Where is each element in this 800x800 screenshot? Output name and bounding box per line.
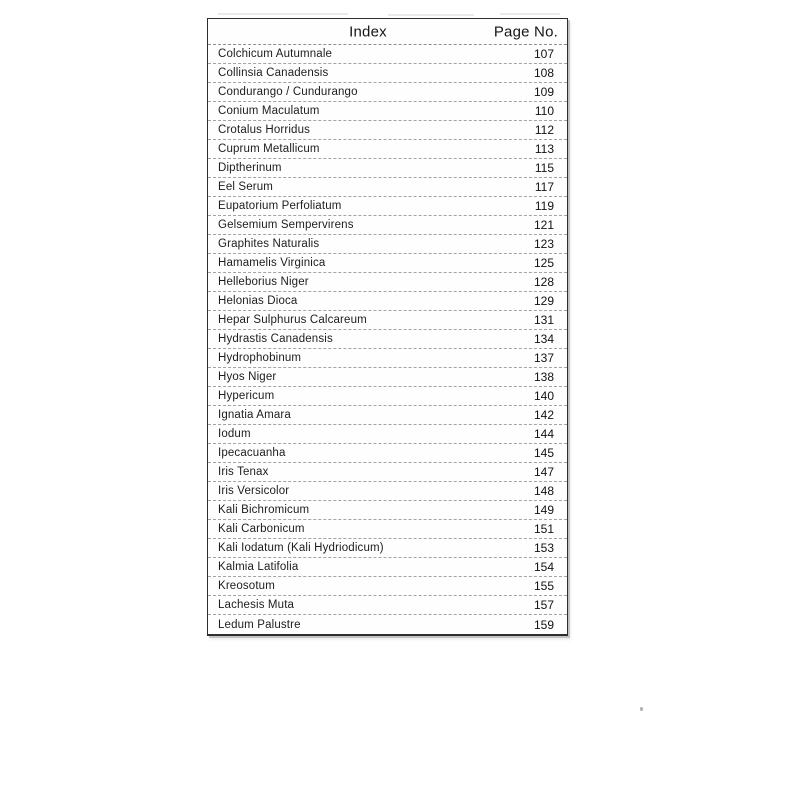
page-number: 159	[533, 617, 554, 632]
table-row	[208, 425, 567, 444]
index-column-header: Index	[349, 23, 387, 40]
page-number: 119	[534, 199, 554, 213]
remedy-name: Ipecacuanha	[218, 447, 286, 459]
remedy-name: Hamamelis Virginica	[218, 257, 326, 269]
page-number: 131	[533, 313, 554, 327]
table-row	[208, 102, 567, 121]
table-row	[208, 368, 567, 387]
table-row	[208, 140, 567, 159]
remedy-name: Ledum Palustre	[218, 618, 301, 631]
page-number: 140	[533, 389, 554, 403]
table-row	[208, 577, 567, 596]
remedy-name: Kali Iodatum (Kali Hydriodicum)	[218, 542, 384, 554]
table-row	[208, 64, 567, 83]
remedy-name: Condurango / Cundurango	[218, 86, 358, 98]
remedy-name: Kali Carbonicum	[218, 523, 305, 535]
table-row	[208, 482, 567, 501]
page-number: 129	[533, 294, 554, 308]
remedy-name: Ignatia Amara	[218, 409, 291, 421]
table-row	[208, 159, 567, 178]
remedy-name: Hydrastis Canadensis	[218, 333, 333, 345]
scan-noise-streak	[500, 13, 560, 15]
table-row	[208, 254, 567, 273]
table-row	[208, 596, 567, 615]
remedy-name: Kalmia Latifolia	[218, 561, 299, 573]
table-row	[208, 83, 567, 102]
page-number: 110	[534, 104, 554, 118]
index-table-body	[208, 45, 567, 634]
remedy-name: Crotalus Horridus	[218, 124, 311, 136]
page-number: 154	[533, 560, 554, 574]
remedy-name: Graphites Naturalis	[218, 238, 320, 250]
page-number: 125	[533, 256, 554, 270]
page-number: 128	[533, 275, 554, 289]
page-number: 151	[533, 522, 554, 536]
table-row	[208, 273, 567, 292]
table-row	[208, 558, 567, 577]
remedy-name: Hepar Sulphurus Calcareum	[218, 314, 367, 326]
remedy-name: Conium Maculatum	[218, 105, 320, 117]
page-number: 142	[533, 408, 554, 422]
remedy-name: Iris Tenax	[218, 466, 269, 478]
table-row	[208, 539, 567, 558]
remedy-name: Kreosotum	[218, 580, 275, 592]
table-row	[208, 178, 567, 197]
table-row	[208, 463, 567, 482]
index-table-header	[208, 19, 567, 45]
remedy-name: Helleborius Niger	[218, 276, 309, 288]
page-number: 149	[533, 503, 554, 517]
page-number: 145	[533, 446, 554, 460]
table-row	[208, 311, 567, 330]
page-number: 147	[533, 465, 554, 479]
remedy-name: Collinsia Canadensis	[218, 67, 329, 79]
page-number: 107	[533, 47, 554, 61]
remedy-name: Eupatorium Perfoliatum	[218, 200, 342, 212]
table-row	[208, 520, 567, 539]
remedy-name: Hydrophobinum	[218, 352, 302, 364]
page-number: 137	[533, 351, 554, 365]
page-number: 117	[534, 180, 554, 194]
remedy-name: Gelsemium Sempervirens	[218, 219, 354, 231]
remedy-name: Diptherinum	[218, 162, 282, 174]
remedy-name: Helonias Dioca	[218, 295, 298, 307]
page-number: 138	[533, 370, 554, 384]
scan-speck	[640, 707, 643, 711]
table-row	[208, 615, 567, 634]
page-number: 157	[533, 598, 554, 612]
table-row	[208, 121, 567, 140]
page-number: 113	[534, 142, 554, 156]
remedy-name: Eel Serum	[218, 181, 274, 193]
page-number: 115	[534, 161, 554, 175]
page-number: 123	[533, 237, 554, 251]
page-number: 108	[533, 66, 554, 80]
scan-noise-streak	[388, 14, 474, 16]
page-number: 112	[534, 123, 554, 137]
page-number: 155	[533, 579, 554, 593]
table-row	[208, 235, 567, 254]
remedy-name: Hyos Niger	[218, 371, 277, 383]
table-row	[208, 387, 567, 406]
table-row	[208, 292, 567, 311]
table-row	[208, 501, 567, 520]
table-row	[208, 216, 567, 235]
remedy-name: Hypericum	[218, 390, 275, 402]
remedy-name: Cuprum Metallicum	[218, 143, 320, 155]
remedy-name: Kali Bichromicum	[218, 504, 310, 516]
remedy-name: Iodum	[218, 428, 251, 440]
scan-noise-streak	[218, 13, 348, 15]
table-row	[208, 197, 567, 216]
remedy-name: Iris Versicolor	[218, 485, 290, 497]
page-number: 121	[533, 218, 554, 232]
index-table	[207, 18, 568, 636]
page-number: 144	[533, 427, 554, 441]
page-number: 148	[533, 484, 554, 498]
page-no-column-header: Page No.	[493, 23, 558, 40]
table-row	[208, 349, 567, 368]
page-number: 134	[533, 332, 554, 346]
table-row	[208, 45, 567, 64]
table-row	[208, 330, 567, 349]
page-number: 153	[533, 541, 554, 555]
remedy-name: Colchicum Autumnale	[218, 48, 333, 60]
table-row	[208, 444, 567, 463]
page-number: 109	[533, 85, 554, 99]
table-row	[208, 406, 567, 425]
remedy-name: Lachesis Muta	[218, 599, 295, 611]
